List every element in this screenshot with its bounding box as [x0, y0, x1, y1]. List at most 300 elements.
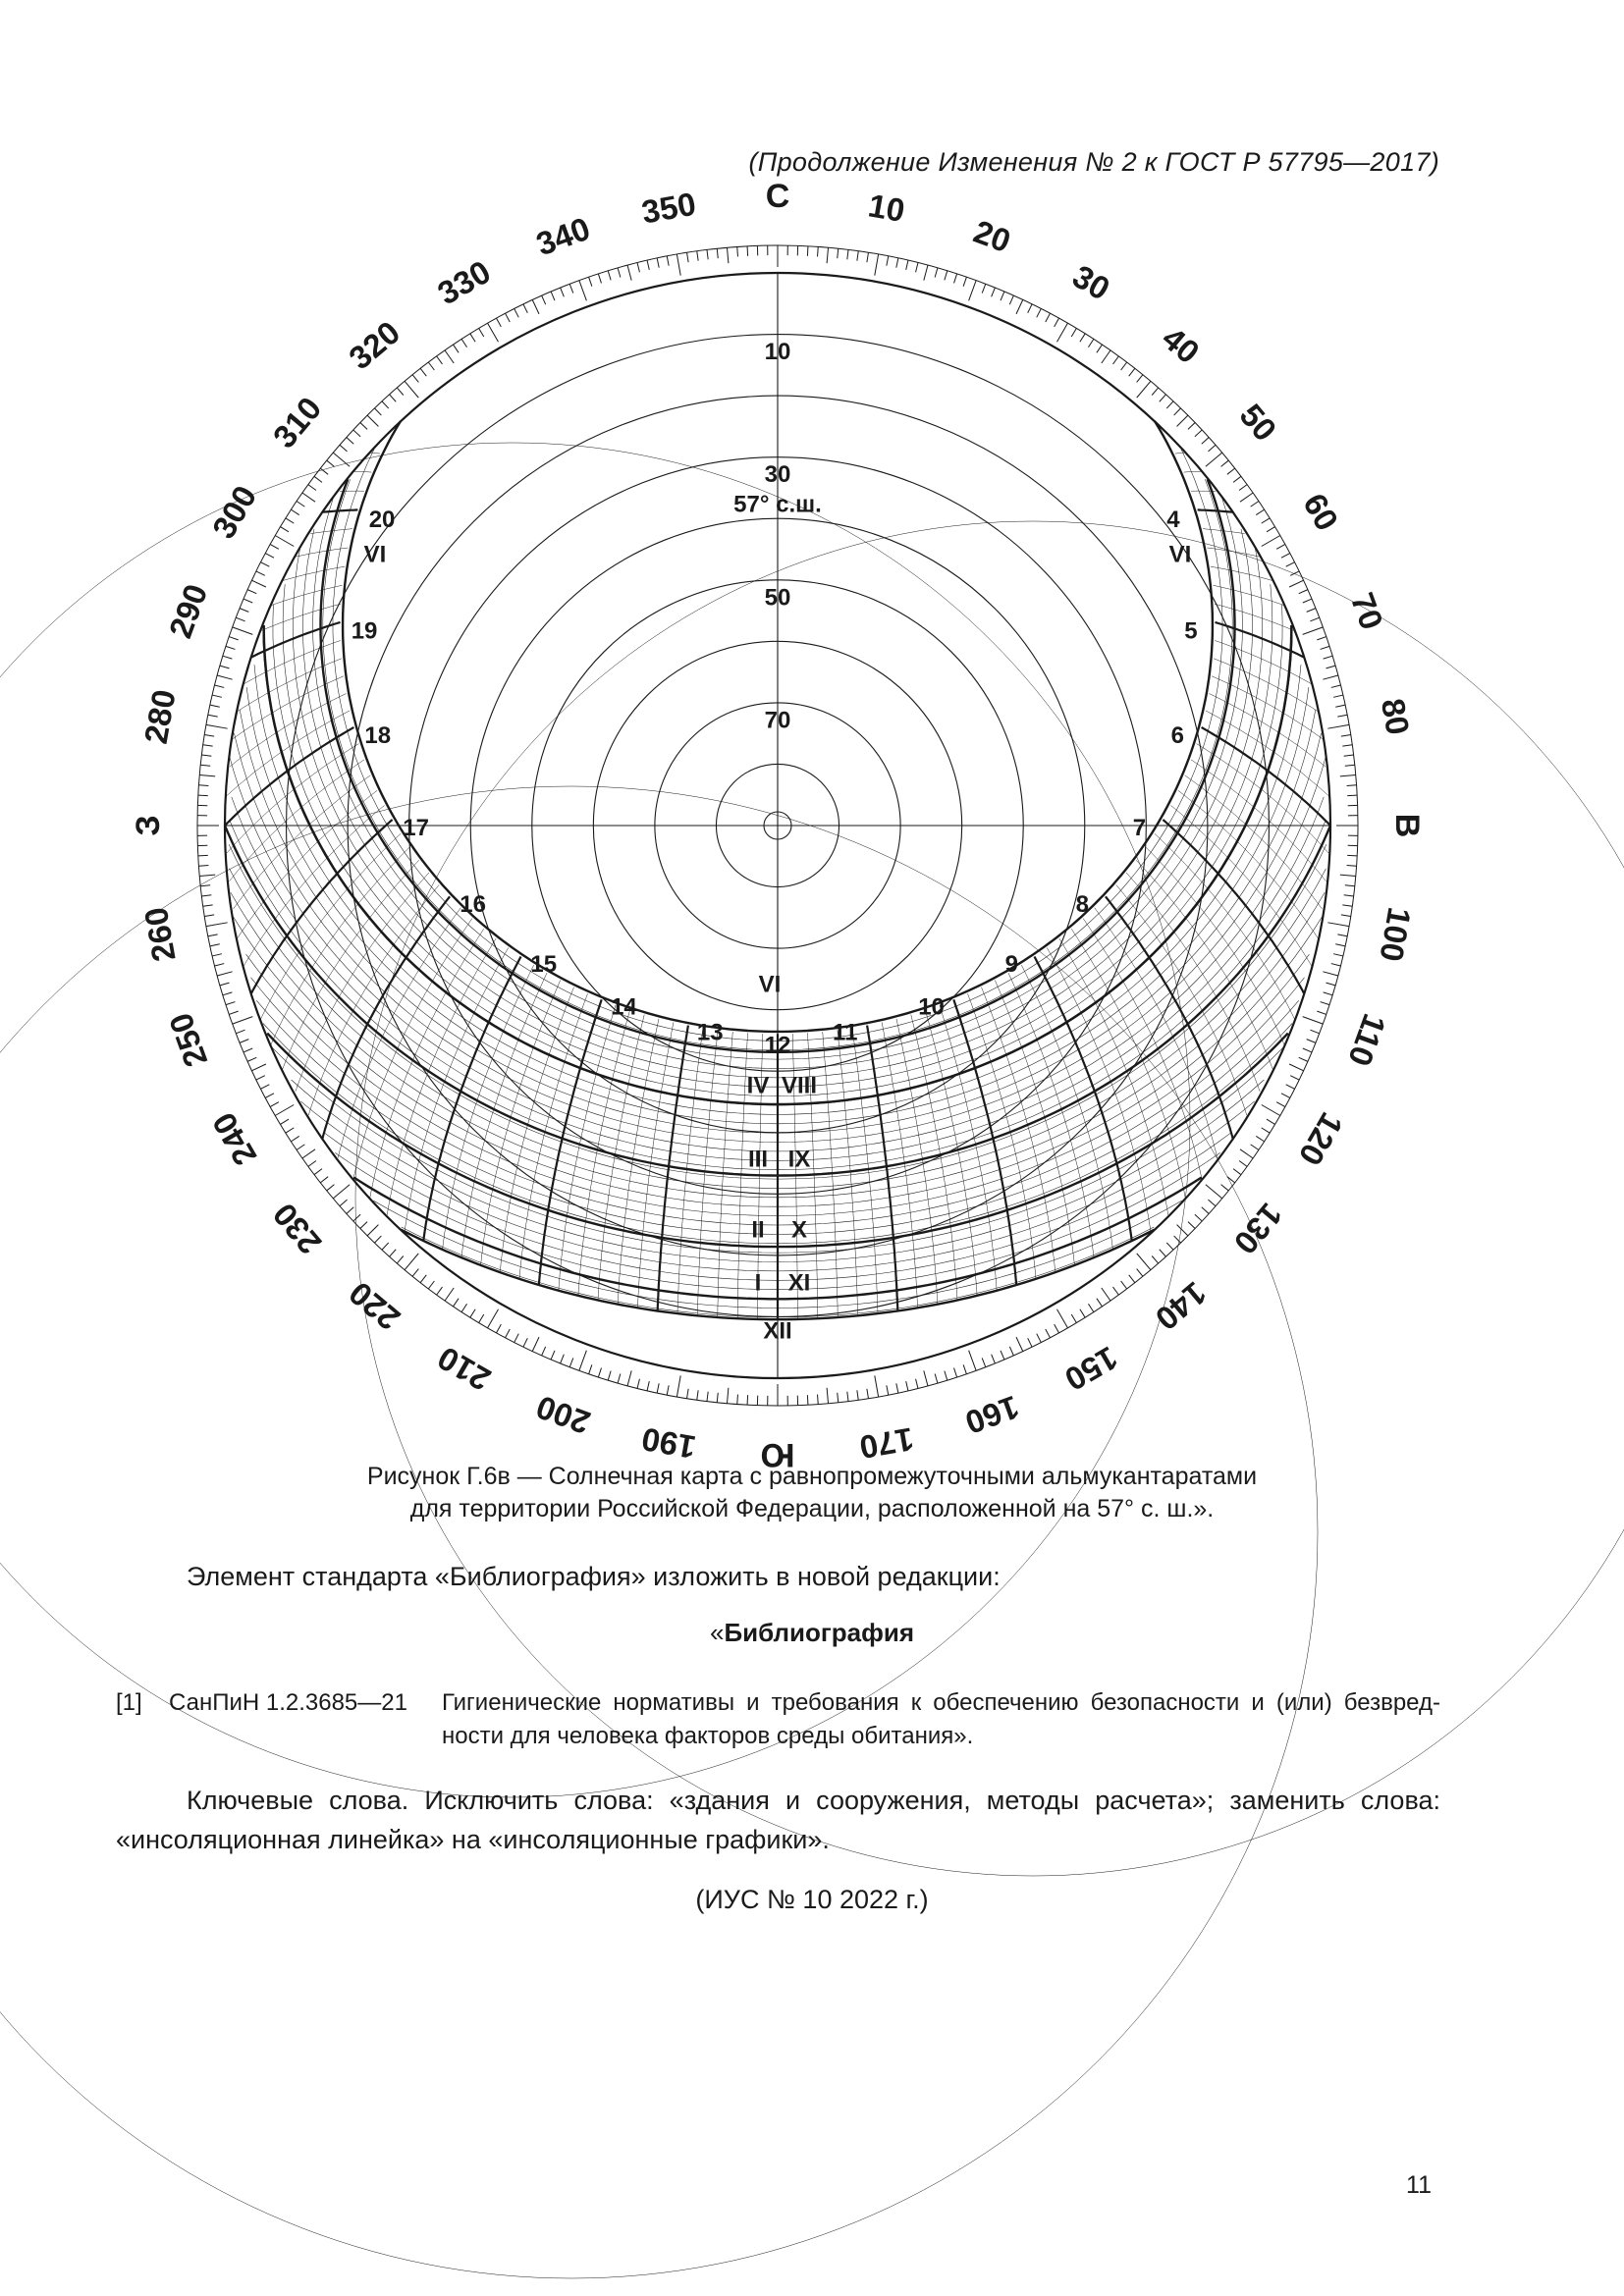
azimuth-tick	[1317, 637, 1326, 640]
azimuth-tick	[1088, 339, 1093, 347]
azimuth-tick	[1310, 617, 1319, 621]
azimuth-tick	[514, 308, 519, 317]
azimuth-tick	[347, 438, 353, 445]
minute-line	[338, 908, 460, 1158]
azimuth-tick	[747, 1395, 748, 1405]
azimuth-tick	[201, 895, 211, 896]
azimuth-tick	[1323, 972, 1337, 976]
azimuth-label: 130	[1226, 1196, 1290, 1261]
hour-label: 16	[460, 890, 486, 918]
azimuth-tick	[251, 580, 266, 587]
azimuth-tick	[1251, 502, 1259, 507]
azimuth-tick	[1037, 308, 1042, 317]
azimuth-tick	[1335, 944, 1345, 946]
azimuth-tick	[244, 599, 252, 603]
month-label: I	[754, 1269, 762, 1297]
azimuth-label: 330	[431, 252, 497, 312]
azimuth-tick	[286, 518, 294, 523]
azimuth-tick	[308, 485, 316, 491]
minute-line	[353, 919, 472, 1180]
azimuth-tick	[1327, 724, 1349, 728]
azimuth-tick	[1251, 1145, 1259, 1150]
azimuth-tick	[1009, 295, 1013, 304]
azimuth-tick	[618, 1373, 621, 1383]
azimuth-label: 220	[342, 1274, 407, 1338]
azimuth-tick	[220, 666, 230, 668]
minute-line	[237, 790, 377, 939]
azimuth-tick	[1267, 527, 1275, 532]
azimuth-label: 80	[1374, 695, 1417, 738]
azimuth-tick	[229, 1011, 238, 1014]
month-label-december: XII	[763, 1317, 792, 1345]
azimuth-label: 350	[638, 185, 699, 231]
hour-label: 8	[1075, 890, 1090, 918]
azimuth-tick	[247, 590, 256, 594]
azimuth-tick	[1344, 755, 1354, 756]
azimuth-tick	[1195, 1214, 1202, 1221]
hour-label: 14	[611, 993, 637, 1021]
azimuth-tick	[199, 875, 215, 876]
azimuth-label: 40	[1155, 319, 1207, 371]
azimuth-tick	[697, 1390, 698, 1400]
month-label-june: VI	[758, 971, 782, 998]
azimuth-tick	[297, 502, 304, 507]
azimuth-tick	[367, 1225, 378, 1236]
azimuth-tick	[1055, 1324, 1059, 1333]
azimuth-tick	[1016, 1337, 1023, 1352]
azimuth-tick	[302, 1149, 315, 1158]
azimuth-tick	[382, 1243, 389, 1250]
azimuth-label: 340	[531, 209, 595, 263]
azimuth-tick	[707, 249, 708, 259]
azimuth-tick	[963, 277, 966, 286]
bibliography-open-quote: «	[709, 1618, 725, 1647]
azimuth-tick	[954, 274, 957, 284]
azimuth-tick	[667, 256, 669, 266]
azimuth-tick	[198, 866, 208, 867]
azimuth-tick	[308, 1161, 316, 1167]
azimuth-tick	[1331, 964, 1341, 966]
azimuth-tick	[1335, 705, 1345, 707]
latitude-label: 57° с.ш.	[733, 491, 822, 518]
azimuth-tick	[1317, 1011, 1326, 1014]
minute-line	[1213, 585, 1284, 606]
azimuth-tick	[1102, 350, 1110, 363]
azimuth-tick	[982, 284, 986, 293]
azimuth-tick	[1303, 599, 1312, 603]
azimuth-tick	[1303, 1017, 1324, 1025]
azimuth-tick	[906, 260, 908, 270]
azimuth-tick	[333, 1185, 350, 1199]
minute-line	[1184, 471, 1202, 472]
azimuth-tick	[1310, 1030, 1319, 1034]
month-label: IX	[787, 1146, 811, 1173]
azimuth-tick	[1340, 875, 1356, 876]
azimuth-tick	[428, 1281, 434, 1289]
azimuth-tick	[1290, 1076, 1299, 1080]
hour-label: 5	[1184, 617, 1198, 645]
hour-label: 18	[364, 722, 392, 750]
azimuth-tick	[677, 1375, 680, 1397]
azimuth-tick	[737, 1395, 738, 1405]
azimuth-tick	[1129, 1275, 1135, 1283]
azimuth-tick	[340, 1200, 348, 1206]
azimuth-tick	[1299, 590, 1308, 594]
azimuth-tick	[687, 1389, 689, 1399]
azimuth-tick	[367, 415, 378, 426]
azimuth-tick	[291, 509, 298, 514]
document-header: (Продолжение Изменения № 2 к ГОСТ Р 57795—2017)	[748, 147, 1439, 177]
azimuth-tick	[1342, 905, 1352, 906]
azimuth-tick	[561, 1355, 565, 1363]
azimuth-tick	[1001, 1351, 1004, 1360]
azimuth-tick	[256, 571, 265, 575]
azimuth-tick	[1057, 323, 1068, 342]
azimuth-tick	[251, 1064, 266, 1071]
azimuth-tick	[1347, 785, 1357, 786]
azimuth-tick	[1055, 318, 1059, 327]
minute-line	[1211, 566, 1272, 580]
azimuth-tick	[647, 260, 649, 270]
azimuth-tick	[1009, 1347, 1013, 1356]
azimuth-tick	[542, 295, 546, 304]
azimuth-tick	[360, 1222, 367, 1229]
azimuth-tick	[589, 1364, 592, 1373]
hour-line	[323, 509, 358, 511]
azimuth-tick	[198, 785, 208, 786]
azimuth-tick	[963, 1364, 966, 1373]
azimuth-tick	[637, 263, 639, 273]
azimuth-label: 10	[865, 187, 908, 230]
azimuth-tick	[1347, 795, 1357, 796]
azimuth-tick	[1227, 468, 1235, 474]
azimuth-label: 70	[1343, 587, 1391, 635]
azimuth-tick	[1233, 1169, 1241, 1175]
azimuth-tick	[1071, 328, 1076, 337]
altitude-label: 10	[764, 339, 791, 366]
azimuth-tick	[847, 1392, 848, 1402]
azimuth-tick	[1262, 536, 1280, 547]
azimuth-tick	[569, 1358, 573, 1366]
azimuth-tick	[551, 1351, 555, 1360]
keywords-line-1: Ключевые слова. Исключить слова: «здания и сооружения, методы расчета»; заменить слова:	[187, 1786, 1440, 1815]
azimuth-tick	[382, 401, 389, 408]
azimuth-tick	[827, 1388, 828, 1404]
azimuth-tick	[215, 964, 225, 966]
azimuth-tick	[275, 1105, 294, 1116]
azimuth-tick	[1347, 866, 1357, 867]
azimuth-tick	[717, 1393, 718, 1403]
azimuth-tick	[1208, 1200, 1216, 1206]
azimuth-tick	[1239, 485, 1247, 491]
azimuth-tick	[265, 1094, 274, 1098]
azimuth-tick	[1345, 885, 1355, 886]
azimuth-tick	[1307, 1040, 1316, 1043]
azimuth-tick	[1195, 430, 1202, 437]
minute-line	[1197, 744, 1329, 854]
azimuth-tick	[236, 617, 244, 621]
azimuth-tick	[212, 695, 222, 697]
azimuth-tick	[270, 1102, 279, 1107]
azimuth-tick	[1342, 745, 1352, 746]
minute-line	[234, 775, 371, 909]
azimuth-tick	[208, 715, 218, 717]
azimuth-tick	[437, 1287, 443, 1295]
minute-line	[283, 566, 345, 580]
azimuth-tick	[687, 252, 689, 262]
azimuth-tick	[1307, 609, 1316, 613]
azimuth-tick	[838, 1393, 839, 1403]
azimuth-tick	[1037, 1334, 1042, 1343]
azimuth-tick	[818, 246, 819, 256]
azimuth-tick	[1303, 627, 1324, 635]
minute-line	[271, 585, 343, 606]
azimuth-tick	[1239, 1161, 1247, 1167]
hour-label: 6	[1170, 722, 1184, 750]
azimuth-label: 240	[204, 1106, 264, 1172]
azimuth-tick	[935, 1373, 938, 1383]
minute-line	[227, 744, 359, 854]
minute-line	[1175, 453, 1186, 454]
azimuth-tick	[618, 268, 621, 278]
altitude-label: 70	[764, 707, 791, 734]
azimuth-tick	[397, 1255, 404, 1263]
azimuth-tick	[437, 356, 443, 364]
bibliography-title: Библиография	[724, 1618, 914, 1647]
azimuth-tick	[199, 774, 215, 775]
azimuth-tick	[210, 944, 220, 946]
azimuth-tick	[280, 527, 289, 532]
azimuth-tick	[204, 735, 214, 737]
azimuth-tick	[1221, 1185, 1229, 1191]
azimuth-tick	[1227, 1177, 1235, 1183]
azimuth-tick	[203, 905, 213, 906]
east-label: В	[1388, 813, 1426, 838]
azimuth-label: 160	[960, 1388, 1024, 1442]
azimuth-tick	[233, 1017, 253, 1025]
azimuth-tick	[405, 1254, 418, 1270]
azimuth-tick	[717, 248, 718, 258]
bib-item-code: СанПиН 1.2.3685—21	[169, 1689, 407, 1716]
azimuth-tick	[887, 1385, 889, 1395]
azimuth-tick	[206, 923, 228, 927]
azimuth-tick	[1262, 518, 1270, 523]
azimuth-tick	[226, 1002, 236, 1005]
azimuth-tick	[1262, 1105, 1280, 1116]
month-label: III	[747, 1146, 769, 1173]
azimuth-tick	[412, 375, 418, 383]
azimuth-tick	[1267, 1119, 1275, 1124]
azimuth-tick	[589, 277, 592, 286]
azimuth-tick	[340, 445, 348, 452]
azimuth-tick	[737, 246, 738, 256]
azimuth-tick	[945, 1371, 947, 1381]
azimuth-tick	[1001, 292, 1004, 300]
azimuth-tick	[1188, 1222, 1195, 1229]
azimuth-tick	[1137, 1269, 1143, 1277]
azimuth-label: 200	[531, 1388, 595, 1442]
azimuth-tick	[637, 1379, 639, 1389]
azimuth-tick	[204, 915, 214, 917]
azimuth-tick	[875, 1375, 879, 1397]
azimuth-tick	[1240, 493, 1253, 502]
azimuth-tick	[1080, 1309, 1085, 1317]
azimuth-label: 190	[638, 1420, 699, 1467]
minute-line	[387, 938, 496, 1215]
azimuth-tick	[1097, 345, 1103, 352]
azimuth-tick	[935, 268, 938, 278]
azimuth-tick	[201, 755, 211, 756]
azimuth-tick	[390, 1250, 397, 1256]
azimuth-tick	[256, 1076, 265, 1080]
azimuth-tick	[857, 1390, 858, 1400]
azimuth-tick	[707, 1392, 708, 1402]
azimuth-label: 110	[1340, 1009, 1393, 1071]
azimuth-tick	[1102, 1288, 1110, 1301]
azimuth-tick	[270, 544, 279, 549]
azimuth-tick	[1177, 1225, 1188, 1236]
month-label: IV	[746, 1072, 770, 1099]
azimuth-tick	[1281, 1094, 1290, 1098]
azimuth-tick	[523, 304, 527, 313]
azimuth-tick	[1303, 1048, 1312, 1052]
minute-line	[1059, 938, 1168, 1215]
azimuth-tick	[875, 254, 879, 276]
azimuth-label: 290	[161, 579, 215, 643]
azimuth-tick	[1290, 571, 1299, 575]
azimuth-tick	[454, 345, 460, 352]
azimuth-tick	[1121, 362, 1127, 370]
azimuth-tick	[867, 252, 869, 262]
azimuth-tick	[1341, 915, 1351, 917]
azimuth-tick	[240, 1040, 248, 1043]
azimuth-tick	[523, 1338, 527, 1347]
azimuth-tick	[1080, 334, 1085, 342]
hour-label: 15	[530, 950, 558, 978]
azimuth-tick	[896, 1383, 898, 1393]
azimuth-tick	[260, 562, 269, 567]
azimuth-tick	[677, 254, 680, 276]
azimuth-tick	[470, 1309, 475, 1317]
azimuth-tick	[203, 745, 213, 746]
figure-caption-line-1: Рисунок Г.6в — Солнечная карта с равнопромежуточными альмукантаратами	[366, 1463, 1258, 1490]
azimuth-tick	[906, 1381, 908, 1391]
construction-arc	[0, 786, 1318, 2278]
azimuth-tick	[647, 1381, 649, 1391]
bibliography-heading	[0, 1618, 1624, 1648]
azimuth-tick	[542, 1347, 546, 1356]
azimuth-tick	[887, 256, 889, 266]
azimuth-tick	[1174, 408, 1181, 415]
azimuth-tick	[627, 1370, 631, 1385]
azimuth-tick	[1088, 1304, 1093, 1311]
azimuth-tick	[1202, 438, 1209, 445]
ius-reference: (ИУС № 10 2022 г.)	[695, 1885, 929, 1914]
azimuth-tick	[461, 339, 466, 347]
azimuth-tick	[667, 1385, 669, 1395]
azimuth-tick	[924, 265, 928, 280]
azimuth-tick	[275, 536, 294, 547]
azimuth-tick	[1256, 509, 1264, 514]
azimuth-tick	[1289, 580, 1304, 587]
azimuth-tick	[320, 1177, 328, 1183]
azimuth-tick	[598, 274, 601, 284]
azimuth-tick	[353, 430, 360, 437]
keywords-line-2: «инсоляционная линейка» на «инсоляционные графики».	[116, 1825, 830, 1854]
azimuth-label: 260	[136, 904, 183, 965]
azimuth-label: 150	[1058, 1339, 1124, 1399]
azimuth-tick	[454, 1299, 460, 1307]
azimuth-tick	[532, 1337, 539, 1352]
azimuth-tick	[1166, 1243, 1173, 1250]
minute-line	[1185, 775, 1323, 909]
azimuth-tick	[1121, 1281, 1127, 1289]
azimuth-tick	[579, 1351, 587, 1371]
azimuth-tick	[1152, 388, 1159, 396]
azimuth-tick	[506, 1329, 511, 1338]
azimuth-tick	[867, 1389, 869, 1399]
azimuth-tick	[847, 249, 848, 259]
minute-line	[1083, 919, 1202, 1180]
azimuth-tick	[210, 705, 220, 707]
azimuth-tick	[1137, 375, 1143, 383]
azimuth-tick	[1097, 1299, 1103, 1307]
azimuth-label: 60	[1296, 487, 1346, 537]
azimuth-tick	[390, 395, 397, 401]
minute-line	[354, 471, 372, 472]
azimuth-tick	[1262, 1128, 1270, 1133]
azimuth-label: 300	[204, 479, 264, 545]
altitude-label: 30	[764, 461, 791, 489]
azimuth-tick	[1177, 415, 1188, 426]
azimuth-tick	[1321, 1002, 1330, 1005]
azimuth-tick	[1286, 562, 1295, 567]
azimuth-tick	[1340, 774, 1356, 775]
azimuth-tick	[1341, 735, 1351, 737]
month-label: II	[751, 1216, 765, 1244]
azimuth-tick	[1337, 934, 1347, 936]
azimuth-tick	[1333, 695, 1343, 697]
noon-label: 12	[764, 1032, 791, 1059]
azimuth-tick	[297, 1145, 304, 1150]
azimuth-tick	[1289, 1064, 1304, 1071]
azimuth-tick	[1326, 666, 1335, 668]
azimuth-tick	[1113, 1287, 1119, 1295]
azimuth-tick	[223, 656, 233, 659]
azimuth-tick	[265, 554, 274, 559]
azimuth-tick	[1344, 895, 1354, 896]
azimuth-tick	[514, 1334, 519, 1343]
azimuth-tick	[200, 765, 210, 766]
azimuth-tick	[208, 934, 218, 936]
altitude-label: 50	[764, 584, 791, 612]
azimuth-tick	[360, 422, 367, 429]
azimuth-tick	[1299, 1057, 1308, 1061]
hour-label: 10	[918, 993, 945, 1021]
azimuth-tick	[1057, 1309, 1068, 1328]
azimuth-tick	[1281, 554, 1290, 559]
page-number: 11	[1406, 2171, 1432, 2199]
azimuth-tick	[240, 609, 248, 613]
azimuth-tick	[206, 724, 228, 728]
azimuth-tick	[198, 795, 208, 796]
azimuth-tick	[327, 1185, 335, 1191]
month-label: VIII	[781, 1072, 818, 1099]
hour-label: 4	[1166, 506, 1180, 533]
azimuth-tick	[291, 1136, 298, 1141]
azimuth-label: 30	[1066, 257, 1116, 307]
azimuth-label: 140	[1148, 1274, 1214, 1338]
